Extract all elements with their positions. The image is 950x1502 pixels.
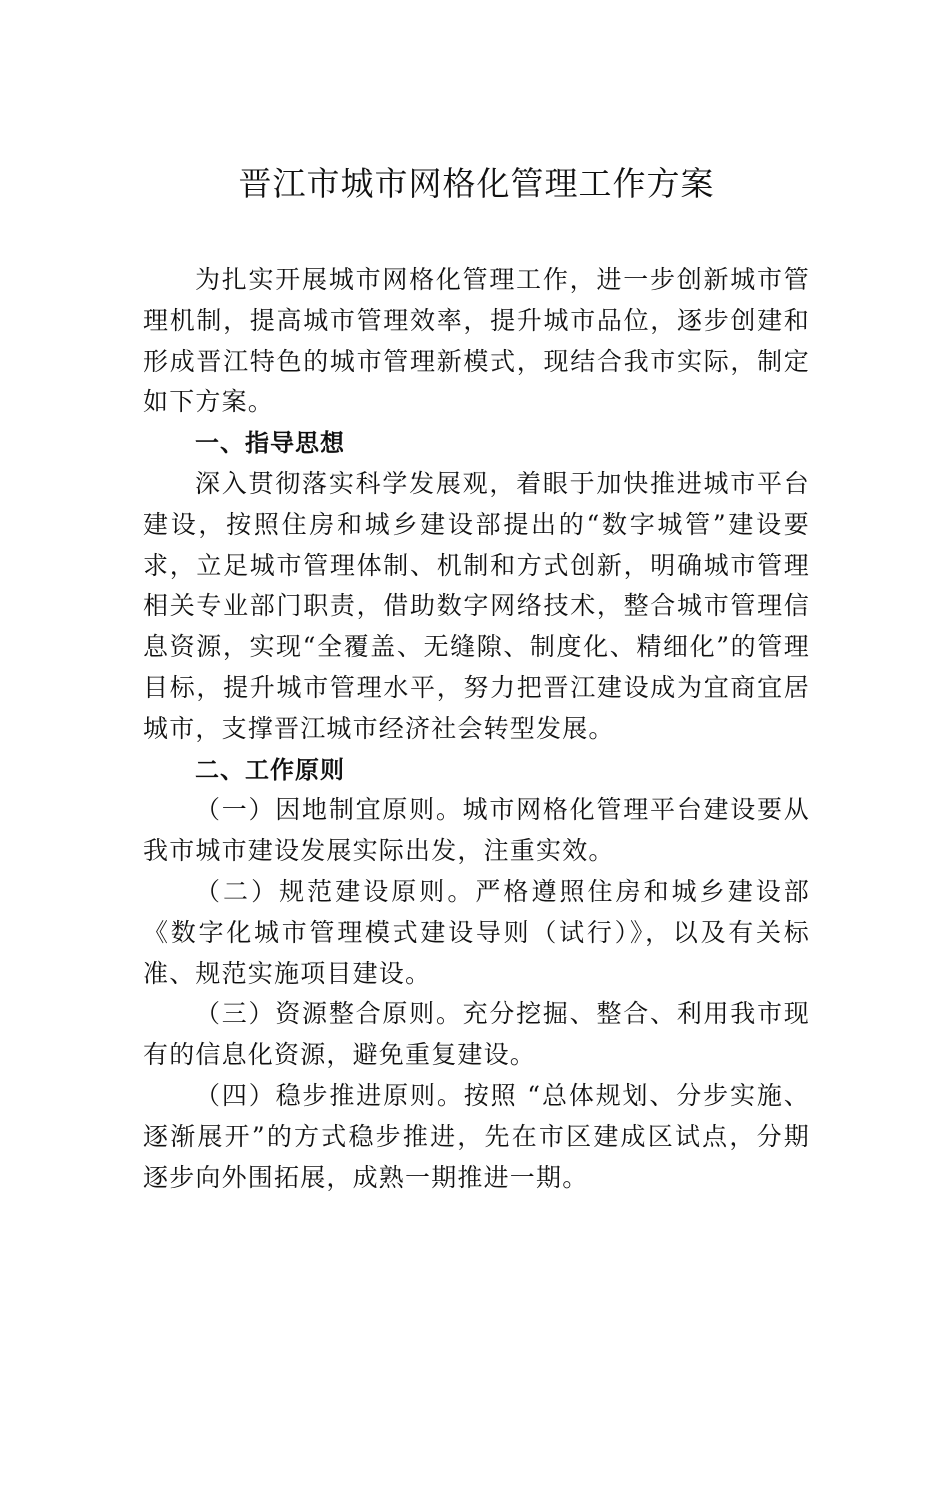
document-page bbox=[0, 158, 950, 1502]
principle-item-1: （一）因地制宜原则。城市网格化管理平台建设要从我市城市建设发展实际出发，注重实效。 bbox=[143, 795, 810, 866]
section-heading-guiding-ideology: 一、指导思想 bbox=[195, 429, 345, 458]
document-title: 晋江市城市网格化管理工作方案 bbox=[238, 164, 715, 203]
principle-item-4: （四）稳步推进原则。按照 “总体规划、分步实施、逐渐展开”的方式稳步推进，先在市区建成区试点，分期逐步向外围拓展，成熟一期推进一期。 bbox=[143, 1080, 810, 1192]
principle-item-3: （三）资源整合原则。充分挖掘、整合、利用我市现有的信息化资源，避免重复建设。 bbox=[143, 999, 810, 1070]
document-body bbox=[143, 260, 810, 1198]
guiding-ideology-paragraph: 深入贯彻落实科学发展观，着眼于加快推进城市平台建设，按照住房和城乡建设部提出的“数字城管”建设要求，立足城市管理体制、机制和方式创新，明确城市管理相关专业部门职责，借助数字网络技术，整合城市管理信息资源，实现“全覆盖、无缝隙、制度化、精细化”的管理目标，提升城市管理水平，努力把晋江建设成为宜商宜居城市，支撑晋江城市经济社会转型发展。 bbox=[143, 468, 810, 743]
intro-paragraph: 为扎实开展城市网格化管理工作，进一步创新城市管理机制，提高城市管理效率，提升城市品位，逐步创建和形成晋江特色的城市管理新模式，现结合我市实际，制定如下方案。 bbox=[143, 265, 810, 417]
section-heading-work-principles: 二、工作原则 bbox=[195, 755, 345, 784]
principle-item-2: （二）规范建设原则。严格遵照住房和城乡建设部《数字化城市管理模式建设导则（试行）》，以及有关标准、规范实施项目建设。 bbox=[143, 876, 810, 988]
